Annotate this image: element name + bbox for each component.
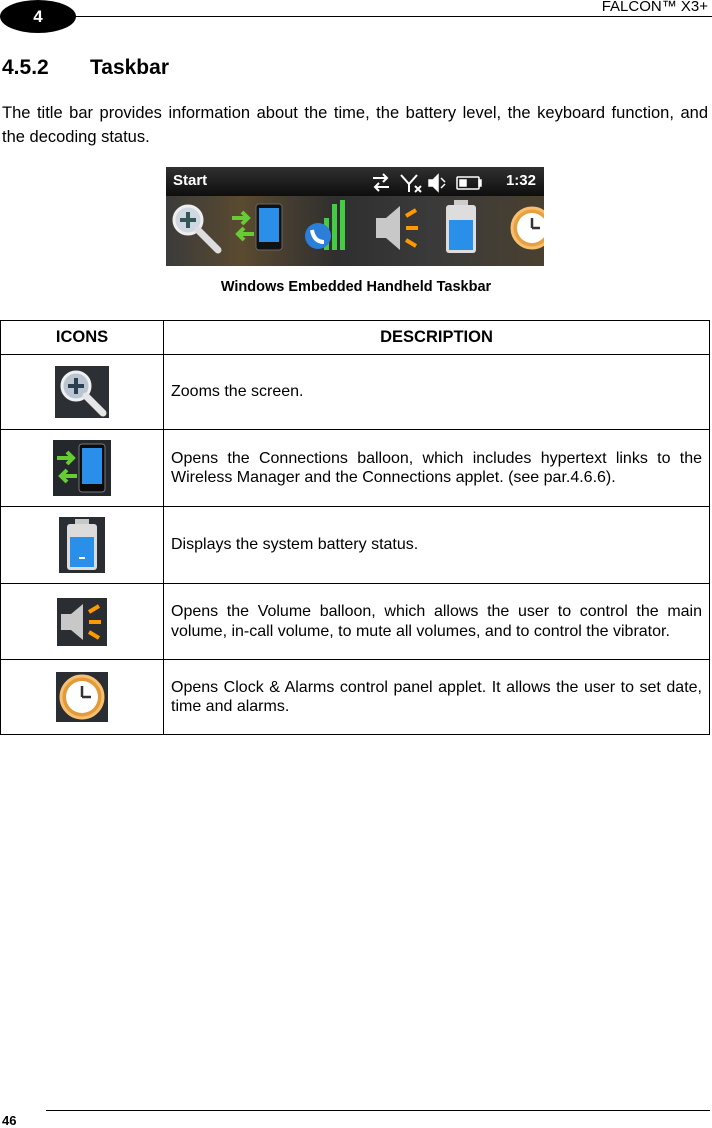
status-icons xyxy=(371,172,491,194)
no-signal-icon xyxy=(401,175,421,192)
battery-status-icon xyxy=(457,177,481,189)
table-header-row xyxy=(1,321,710,355)
speaker-mute-icon xyxy=(429,175,445,191)
description-cell: Zooms the screen. xyxy=(164,355,710,430)
zoom-tray-icon xyxy=(168,200,224,256)
data-sync-icon xyxy=(373,174,389,191)
description-column-header: DESCRIPTION xyxy=(164,321,710,355)
icon-cell xyxy=(1,507,164,584)
icon-cell xyxy=(1,355,164,430)
chapter-badge: 4 xyxy=(0,0,76,33)
description-cell: Opens Clock & Alarms control panel applet. It allows the user to set date, time and alarms. xyxy=(164,660,710,735)
start-label: Start xyxy=(173,172,208,189)
icons-table xyxy=(0,320,710,735)
table-row xyxy=(1,507,710,584)
product-name: FALCON™ X3+ xyxy=(601,0,708,15)
description-cell: Opens the Connections balloon, which includes hypertext links to the Wireless Manager and the Connections applet. (see par.4.6.6). xyxy=(164,430,710,507)
figure-caption: Windows Embedded Handheld Taskbar xyxy=(220,279,492,295)
icon-cell xyxy=(1,430,164,507)
intro-paragraph: The title bar provides information about the time, the battery level, the keyboard function, and the decoding status. xyxy=(2,104,708,146)
taskbar-screenshot xyxy=(166,167,544,266)
description-cell: Displays the system battery status. xyxy=(164,507,710,584)
zoom-icon xyxy=(55,366,109,418)
header-rule xyxy=(72,16,712,17)
icons-column-header: ICONS xyxy=(1,321,164,355)
battery-icon xyxy=(59,517,105,573)
icon-cell xyxy=(1,584,164,660)
connections-tray-icon xyxy=(228,200,288,256)
page-number: 46 xyxy=(2,1113,17,1128)
icon-cell xyxy=(1,660,164,735)
connections-icon xyxy=(53,440,111,496)
table-row xyxy=(1,355,710,430)
clock-icon xyxy=(56,672,108,722)
table-row xyxy=(1,584,710,660)
section-title: Taskbar xyxy=(90,56,169,79)
footer-rule xyxy=(46,1110,710,1111)
phone-tray-icon xyxy=(302,200,352,256)
battery-tray-icon xyxy=(442,200,482,256)
clock-time: 1:32 xyxy=(505,172,536,189)
section-heading xyxy=(2,56,169,80)
volume-icon xyxy=(57,598,107,646)
clock-tray-icon xyxy=(508,200,544,256)
table-row xyxy=(1,430,710,507)
table-row xyxy=(1,660,710,735)
volume-tray-icon xyxy=(372,200,422,256)
section-number: 4.5.2 xyxy=(2,56,49,79)
description-cell: Opens the Volume balloon, which allows the user to control the main volume, in-call volume, to mute all volumes, and to control the vibrator. xyxy=(164,584,710,660)
